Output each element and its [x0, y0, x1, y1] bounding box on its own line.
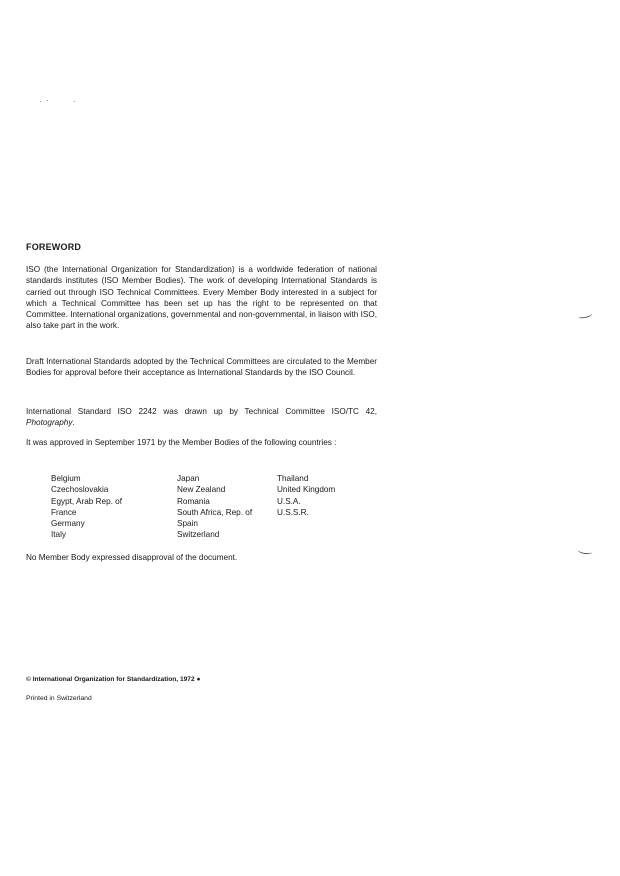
paragraph-iso-intro: ISO (the International Organization for Standardization) is a worldwide federation of national standards institutes (ISO Member Bodies). The work of developing International Standards is carried out through ISO Technical Committees. Every Member Body interested in a subject for which a Technical Committee has been set up has the right to be represented on that Committee. International organizations, governmental and non-governmental, in liaison with ISO, also take part in the work.	[26, 265, 377, 331]
country-item: Belgium	[51, 474, 81, 483]
country-item: France	[51, 507, 77, 517]
closing-paragraph: No Member Body expressed disapproval of the document.	[26, 553, 238, 562]
country-item: Italy	[51, 530, 67, 540]
country-item: Thailand	[277, 474, 309, 483]
country-item: Japan	[177, 474, 200, 483]
country-item: Romania	[177, 496, 210, 506]
country-item: South Africa, Rep. of	[177, 507, 253, 517]
countries-column-2	[177, 473, 277, 541]
origin-end: .	[72, 418, 75, 428]
country-item: Egypt, Arab Rep. of	[51, 496, 123, 506]
paragraph-standard-origin	[26, 406, 377, 429]
country-item: Spain	[177, 519, 198, 529]
scan-speck	[74, 101, 75, 102]
country-item: Germany	[51, 519, 85, 529]
countries-column-1	[51, 473, 177, 541]
paragraph-approval: It was approved in September 1971 by the Member Bodies of the following countries :	[26, 438, 337, 447]
countries-list	[51, 473, 377, 541]
printed-line: Printed in Switzerland	[26, 695, 92, 702]
committee-title: Photography	[26, 418, 73, 428]
country-item: United Kingdom	[277, 485, 336, 495]
foreword-heading: FOREWORD	[26, 242, 82, 252]
punch-mark	[578, 311, 593, 320]
copyright-line: © International Organization for Standardization, 1972 ●	[26, 676, 201, 683]
scan-speck	[40, 101, 41, 102]
scan-speck	[47, 100, 48, 101]
country-item: U.S.A.	[277, 496, 301, 506]
country-item: Switzerland	[177, 530, 220, 540]
country-item: New Zealand	[177, 485, 226, 495]
punch-mark	[578, 547, 593, 555]
paragraph-draft-standards: Draft International Standards adopted by the Technical Committees are circulated to the Member Bodies for approval before their acceptance as International Standards by the ISO Council.	[26, 357, 377, 378]
origin-text: International Standard ISO 2242 was drawn up by Technical Committee ISO/TC 42,	[26, 407, 377, 416]
country-item: U.S.S.R.	[277, 507, 309, 517]
country-item: Czechoslovakia	[51, 485, 109, 495]
countries-column-3	[277, 473, 377, 541]
